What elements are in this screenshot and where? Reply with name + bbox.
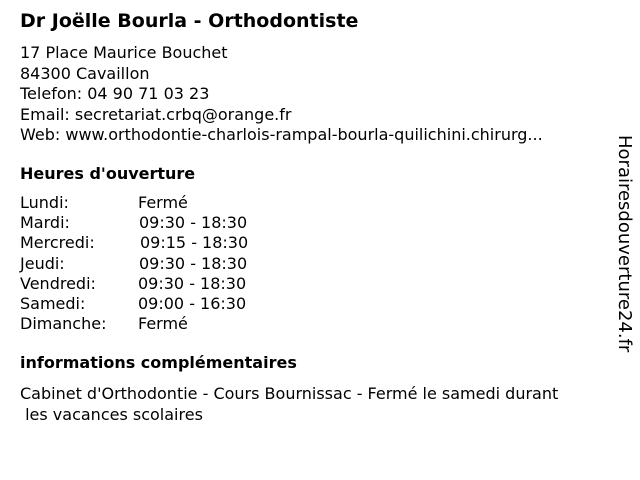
day-label: Mercredi: bbox=[20, 233, 95, 253]
day-label: Jeudi: bbox=[20, 253, 65, 273]
contact-block bbox=[20, 43, 600, 146]
watermark-text: Horairesdouverture24.fr bbox=[614, 135, 635, 353]
website-link[interactable]: Web: www.orthodontie-charlois-rampal-bourla-quilichini.chirurg... bbox=[20, 125, 543, 144]
time-value: 09:15 - 18:30 bbox=[140, 233, 249, 253]
day-label: Dimanche: bbox=[20, 314, 107, 334]
phone-number[interactable]: Telefon: 04 90 71 03 23 bbox=[20, 84, 210, 103]
hours-heading: Heures d'ouverture bbox=[20, 164, 196, 183]
day-label: Vendredi: bbox=[20, 273, 96, 293]
day-label: Lundi: bbox=[20, 193, 69, 212]
day-label: Samedi: bbox=[20, 293, 86, 313]
time-value: Fermé bbox=[138, 314, 188, 334]
time-value: Fermé bbox=[138, 193, 188, 212]
info-text bbox=[20, 383, 620, 425]
address-city: 84300 Cavaillon bbox=[20, 63, 150, 83]
info-line-1: Cabinet d'Orthodontie - Cours Bournissac - Fermé le samedi durant bbox=[20, 384, 559, 403]
day-label: Mardi: bbox=[20, 213, 70, 233]
time-value: 09:30 - 18:30 bbox=[138, 273, 247, 293]
info-line-2: les vacances scolaires bbox=[20, 405, 203, 424]
time-value: 09:00 - 16:30 bbox=[138, 293, 247, 313]
info-heading: informations complémentaires bbox=[20, 353, 297, 372]
page-title: Dr Joëlle Bourla - Orthodontiste bbox=[20, 10, 359, 32]
time-value: 09:30 - 18:30 bbox=[139, 213, 248, 233]
time-value: 09:30 - 18:30 bbox=[139, 253, 248, 273]
email-address[interactable]: Email: secretariat.crbq@orange.fr bbox=[20, 104, 292, 124]
address-street: 17 Place Maurice Bouchet bbox=[20, 43, 228, 62]
